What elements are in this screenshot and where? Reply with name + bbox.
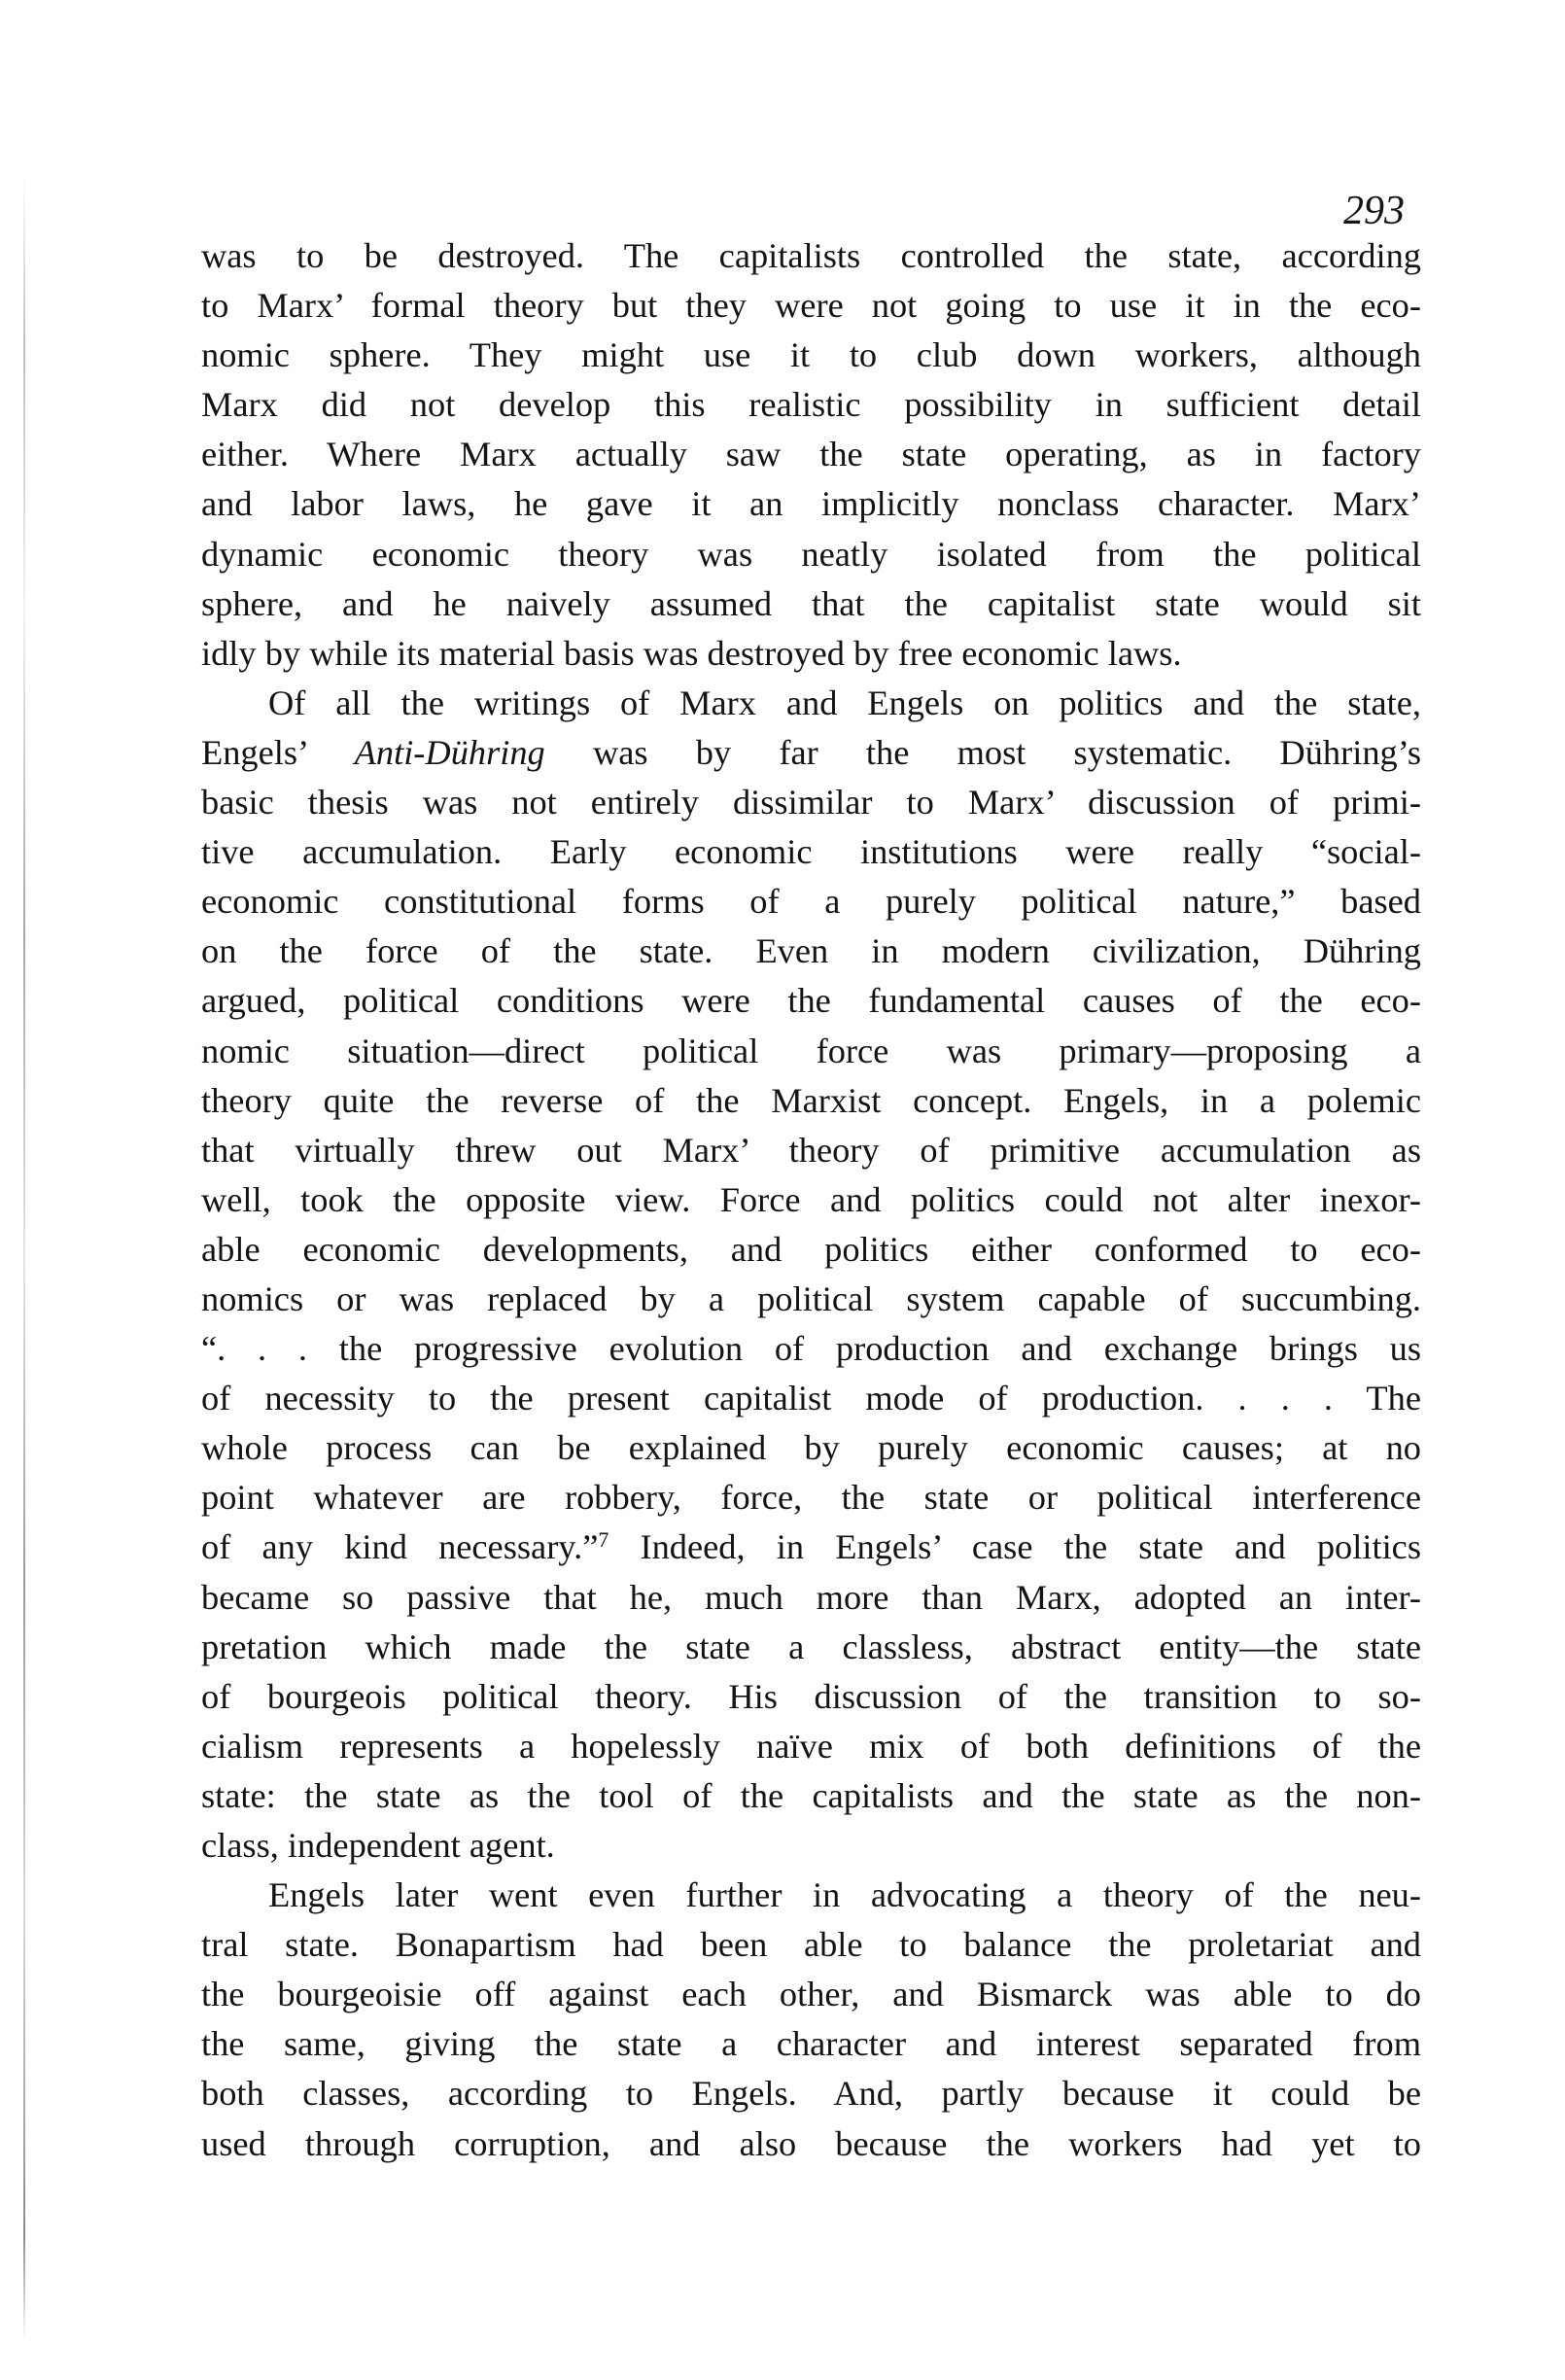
text-line: that virtually threw out Marx’ theory of primitive accumulation as <box>201 1130 1421 1170</box>
paragraph <box>201 1871 1421 2169</box>
text-line: able economic developments, and politics either conformed to eco- <box>201 1229 1421 1269</box>
text-line: was to be destroyed. The capitalists controlled the state, according <box>201 236 1421 275</box>
text-line: used through corruption, and also because the workers had yet to <box>201 2123 1421 2163</box>
text-line: point whatever are robbery, force, the state or political interference <box>201 1478 1421 1518</box>
page-number: 293 <box>1343 189 1405 233</box>
text-line: state: the state as the tool of the capitalists and the state as the non- <box>201 1775 1421 1815</box>
text-line: sphere, and he naively assumed that the capitalist state would sit <box>201 583 1421 623</box>
text-line: well, took the opposite view. Force and politics could not alter inexor- <box>201 1179 1421 1219</box>
text-line: to Marx’ formal theory but they were not going to use it in the eco- <box>201 286 1421 326</box>
text-line: nomic sphere. They might use it to club down workers, although <box>201 335 1421 375</box>
text-line: tive accumulation. Early economic institutions were really “social- <box>201 832 1421 872</box>
text-line: theory quite the reverse of the Marxist concept. Engels, in a polemic <box>201 1080 1421 1120</box>
text-line: dynamic economic theory was neatly isolated from the political <box>201 534 1421 574</box>
scan-binding-edge <box>23 175 25 2343</box>
text-line: of bourgeois political theory. His discussion of the transition to so- <box>201 1676 1421 1716</box>
footnote-marker: 7 <box>598 1528 609 1553</box>
text-line: both classes, according to Engels. And, partly because it could be <box>201 2074 1421 2114</box>
paragraph <box>201 679 1421 1871</box>
body-text <box>201 231 1421 2169</box>
paragraph <box>201 231 1421 679</box>
text-line: economic constitutional forms of a purely political nature,” based <box>201 882 1421 922</box>
text-line: class, independent agent. <box>201 1826 555 1865</box>
text-line: of any kind necessary.”$^7$ Indeed, in Engels’ case the state and politics <box>201 1527 1421 1567</box>
text-line: Engels’ Anti-Dühring was by far the most systematic. Dühring’s <box>201 732 1421 772</box>
text-line: nomics or was replaced by a political system capable of succumbing. <box>201 1278 1421 1318</box>
text-line: either. Where Marx actually saw the state operating, as in factory <box>201 435 1421 474</box>
text-line: pretation which made the state a classless, abstract entity—the state <box>201 1627 1421 1666</box>
text-line: the bourgeoisie off against each other, and Bismarck was able to do <box>201 1975 1421 2014</box>
text-line: basic thesis was not entirely dissimilar to Marx’ discussion of primi- <box>201 783 1421 822</box>
text-line: on the force of the state. Even in modern civilization, Dühring <box>201 931 1421 971</box>
book-title: Anti-Dühring <box>354 732 545 772</box>
text-line: became so passive that he, much more than Marx, adopted an inter- <box>201 1577 1421 1617</box>
text-line: and labor laws, he gave it an implicitly nonclass character. Marx’ <box>201 484 1421 524</box>
text-line: Of all the writings of Marx and Engels on politics and the state, <box>268 682 1421 722</box>
text-line: nomic situation—direct political force was primary—proposing a <box>201 1031 1421 1070</box>
text-line: “. . . the progressive evolution of production and exchange brings us <box>201 1329 1421 1369</box>
text-line: Engels later went even further in advocating a theory of the neu- <box>268 1875 1421 1915</box>
text-line: the same, giving the state a character and interest separated from <box>201 2024 1421 2064</box>
text-line: Marx did not develop this realistic possibility in sufficient detail <box>201 385 1421 425</box>
text-line: tral state. Bonapartism had been able to balance the proletariat and <box>201 1925 1421 1965</box>
text-line: whole process can be explained by purely economic causes; at no <box>201 1428 1421 1468</box>
text-line: argued, political conditions were the fundamental causes of the eco- <box>201 981 1421 1021</box>
text-line: cialism represents a hopelessly naïve mix of both definitions of the <box>201 1726 1421 1766</box>
text-line: of necessity to the present capitalist mode of production. . . . The <box>201 1379 1421 1418</box>
text-line: idly by while its material basis was destroyed by free economic laws. <box>201 633 1182 673</box>
